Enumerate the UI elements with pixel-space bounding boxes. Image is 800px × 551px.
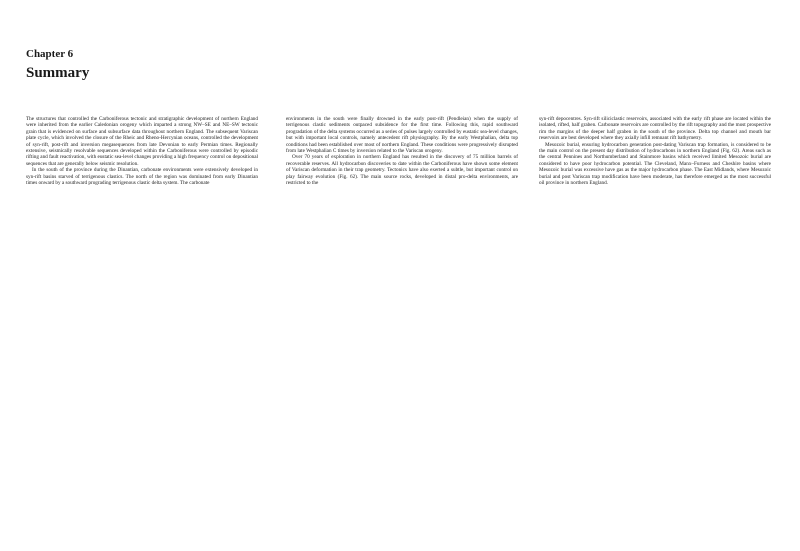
paragraph: Over 70 years of exploration in northern England has resulted in the discovery of 75 million barrels of recoverable reserves. All hydrocarbon discoveries to date within the Carboniferous have shown some element of Variscan deformation in their trap geometry. Tectonics have also exerted a subtle, but important control on play fairway evolution (Fig. 62). The main source rocks, developed in distal pro-delta environments, are restricted to the: [286, 154, 518, 187]
paragraph: environments in the south were finally drowned in the early post-rift (Pendleian) when the supply of terrigenous clastic sediments outpaced subsidence for the first time. Following this, rapid southward progradation of the delta systems occurred as a series of pulses largely controlled by eustatic sea-level changes, but with important local controls, namely antecedent rift physiography. By the early Westphalian, delta top conditions had been established over most of northern England. These conditions were progressively disrupted from late Westphalian C times by inversion related to the Variscan orogeny.: [286, 116, 518, 155]
paragraph: Mesozoic burial, ensuring hydrocarbon generation post-dating Variscan trap formation, is considered to be the main control on the present day distribution of hydrocarbons in northern England (Fig. 62). Areas such as the central Pennines and Northumberland and Stainmore basins which received limited Mesozoic burial are considered to have poor hydrocarbon potential. The Cleveland, Manx–Furness and Cheshire basins where Mesozoic burial was excessive have gas as the major hydrocarbon phase. The East Midlands, where Mesozoic burial and post Variscan trap modification have been moderate, has therefore emerged as the most successful oil province in northern England.: [539, 141, 771, 187]
text-column-2: [286, 116, 518, 186]
paragraph: syn-rift depocentres. Syn-rift siliciclastic reservoirs, associated with the early rift phase are located within the isolated, rifted, half graben. Carbonate reservoirs are controlled by the rift topography and the most prospective rim the margins of the deeper half graben in the south of the province. Delta top channel and mouth bar reservoirs are best developed where they axially infill remnant rift bathymetry.: [539, 116, 771, 142]
chapter-label: Chapter 6: [26, 48, 74, 60]
text-column-1: [26, 116, 258, 186]
paragraph: The structures that controlled the Carboniferous tectonic and stratigraphic development of northern England were inherited from the earlier Caledonian orogeny which imparted a strong NW–SE and NE–SW tectonic grain that is evidenced on surface and subsurface data throughout northern England. The subsequent Variscan plate cycle, which involved the closure of the Rheic and Rheno-Hercynian oceans, controlled the development of syn-rift, post-rift and inversion megasequences from late Devonian to early Permian times. Regionally extensive, seismically resolvable sequences developed within the Carboniferous were controlled by episodic rifting and fault reactivation, with eustatic sea-level changes providing a high frequency control on depositional sequences that are generally below seismic resolution.: [26, 116, 258, 167]
page-title: Summary: [26, 65, 90, 81]
text-column-3: [539, 116, 771, 186]
paragraph: In the south of the province during the Dinantian, carbonate environments were extensively developed in syn-rift basins starved of terrigenous clastics. The north of the region was dominated from early Dinantian times onward by a southward prograding terrigenous clastic delta system. The carbonate: [26, 167, 258, 187]
